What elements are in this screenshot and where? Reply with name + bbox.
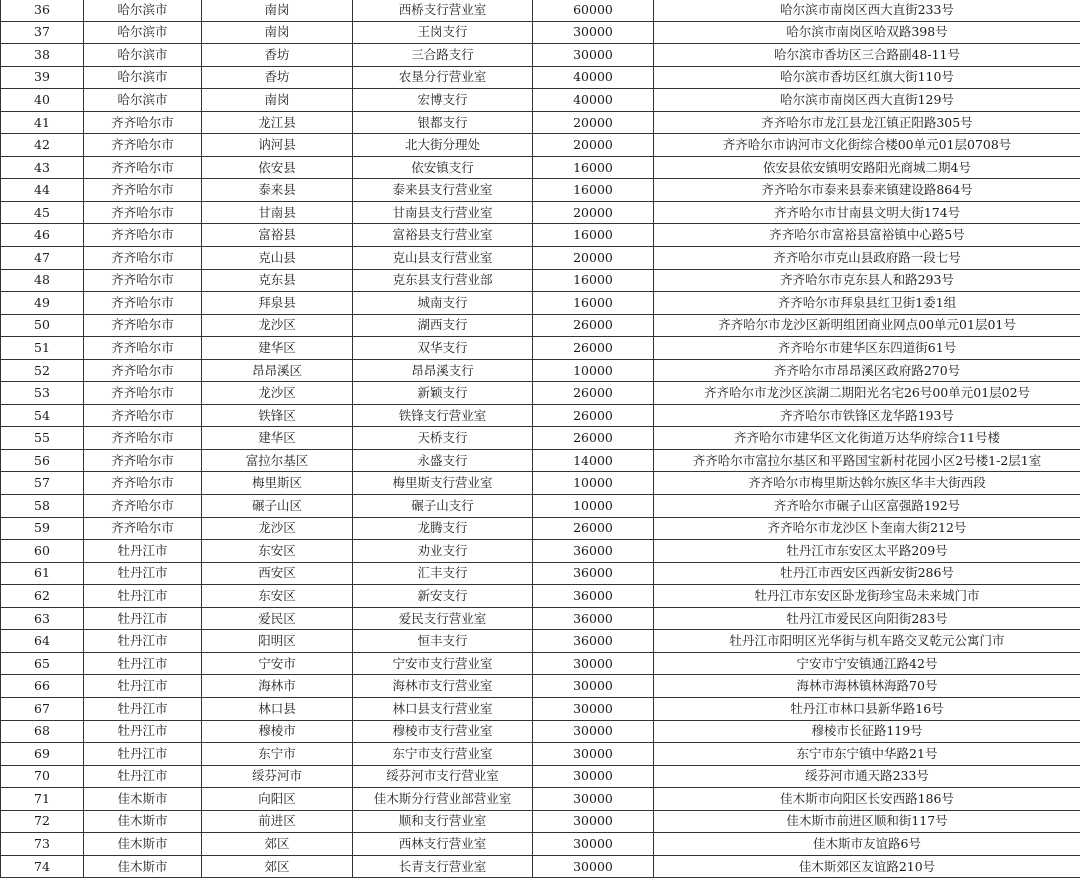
amount-cell: 26000 xyxy=(533,404,654,427)
amount-cell: 30000 xyxy=(533,720,654,743)
district-cell: 林口县 xyxy=(202,697,353,720)
row-index-cell: 59 xyxy=(1,517,84,540)
table-row xyxy=(1,540,1080,563)
row-index-cell: 55 xyxy=(1,427,84,450)
table-row xyxy=(1,788,1080,811)
branch-name-cell: 佳木斯分行营业部营业室 xyxy=(353,788,533,811)
district-cell: 南岗 xyxy=(202,0,353,21)
amount-cell: 30000 xyxy=(533,810,654,833)
amount-cell: 36000 xyxy=(533,540,654,563)
table-row xyxy=(1,156,1080,179)
row-index-cell: 57 xyxy=(1,472,84,495)
amount-cell: 20000 xyxy=(533,247,654,270)
address-cell: 齐齐哈尔市甘南县文明大街174号 xyxy=(654,201,1080,224)
table-row xyxy=(1,855,1080,878)
city-cell: 齐齐哈尔市 xyxy=(84,359,202,382)
district-cell: 建华区 xyxy=(202,337,353,360)
amount-cell: 20000 xyxy=(533,201,654,224)
row-index-cell: 61 xyxy=(1,562,84,585)
district-cell: 南岗 xyxy=(202,21,353,44)
address-cell: 齐齐哈尔市铁锋区龙华路193号 xyxy=(654,404,1080,427)
table-row xyxy=(1,269,1080,292)
table-row xyxy=(1,111,1080,134)
branch-name-cell: 依安镇支行 xyxy=(353,156,533,179)
city-cell: 牡丹江市 xyxy=(84,585,202,608)
address-cell: 齐齐哈尔市富裕县富裕镇中心路5号 xyxy=(654,224,1080,247)
address-cell: 佳木斯市友谊路6号 xyxy=(654,833,1080,856)
district-cell: 富裕县 xyxy=(202,224,353,247)
table-row xyxy=(1,765,1080,788)
branch-name-cell: 天桥支行 xyxy=(353,427,533,450)
address-cell: 牡丹江市林口县新华路16号 xyxy=(654,697,1080,720)
address-cell: 宁安市宁安镇通江路42号 xyxy=(654,652,1080,675)
district-cell: 依安县 xyxy=(202,156,353,179)
address-cell: 哈尔滨市香坊区红旗大街110号 xyxy=(654,66,1080,89)
address-cell: 齐齐哈尔市克东县人和路293号 xyxy=(654,269,1080,292)
table-row xyxy=(1,44,1080,67)
district-cell: 东安区 xyxy=(202,585,353,608)
amount-cell: 16000 xyxy=(533,156,654,179)
row-index-cell: 40 xyxy=(1,89,84,112)
address-cell: 哈尔滨市南岗区西大直街129号 xyxy=(654,89,1080,112)
branch-name-cell: 新安支行 xyxy=(353,585,533,608)
row-index-cell: 67 xyxy=(1,697,84,720)
city-cell: 齐齐哈尔市 xyxy=(84,495,202,518)
district-cell: 前进区 xyxy=(202,810,353,833)
row-index-cell: 72 xyxy=(1,810,84,833)
amount-cell: 26000 xyxy=(533,382,654,405)
branch-name-cell: 绥芬河市支行营业室 xyxy=(353,765,533,788)
amount-cell: 30000 xyxy=(533,652,654,675)
table-row xyxy=(1,810,1080,833)
district-cell: 碾子山区 xyxy=(202,495,353,518)
branch-name-cell: 农垦分行营业室 xyxy=(353,66,533,89)
amount-cell: 30000 xyxy=(533,697,654,720)
table-row xyxy=(1,585,1080,608)
row-index-cell: 64 xyxy=(1,630,84,653)
district-cell: 东安区 xyxy=(202,540,353,563)
address-cell: 东宁市东宁镇中华路21号 xyxy=(654,743,1080,766)
district-cell: 克山县 xyxy=(202,247,353,270)
address-cell: 牡丹江市东安区太平路209号 xyxy=(654,540,1080,563)
district-cell: 龙沙区 xyxy=(202,314,353,337)
city-cell: 哈尔滨市 xyxy=(84,89,202,112)
table-row xyxy=(1,359,1080,382)
city-cell: 齐齐哈尔市 xyxy=(84,156,202,179)
branch-name-cell: 昂昂溪支行 xyxy=(353,359,533,382)
row-index-cell: 65 xyxy=(1,652,84,675)
amount-cell: 20000 xyxy=(533,134,654,157)
amount-cell: 26000 xyxy=(533,517,654,540)
district-cell: 龙沙区 xyxy=(202,382,353,405)
city-cell: 齐齐哈尔市 xyxy=(84,517,202,540)
amount-cell: 16000 xyxy=(533,179,654,202)
city-cell: 牡丹江市 xyxy=(84,765,202,788)
branch-name-cell: 城南支行 xyxy=(353,292,533,315)
row-index-cell: 53 xyxy=(1,382,84,405)
branch-name-cell: 西桥支行营业室 xyxy=(353,0,533,21)
row-index-cell: 42 xyxy=(1,134,84,157)
table-row xyxy=(1,607,1080,630)
amount-cell: 36000 xyxy=(533,607,654,630)
address-cell: 齐齐哈尔市龙沙区滨湖二期阳光名宅26号00单元01层02号 xyxy=(654,382,1080,405)
row-index-cell: 54 xyxy=(1,404,84,427)
table-row xyxy=(1,292,1080,315)
amount-cell: 36000 xyxy=(533,562,654,585)
branch-name-cell: 龙腾支行 xyxy=(353,517,533,540)
row-index-cell: 63 xyxy=(1,607,84,630)
table-row xyxy=(1,697,1080,720)
branch-name-cell: 海林市支行营业室 xyxy=(353,675,533,698)
row-index-cell: 60 xyxy=(1,540,84,563)
city-cell: 牡丹江市 xyxy=(84,607,202,630)
row-index-cell: 73 xyxy=(1,833,84,856)
address-cell: 绥芬河市通天路233号 xyxy=(654,765,1080,788)
branch-name-cell: 西林支行营业室 xyxy=(353,833,533,856)
row-index-cell: 74 xyxy=(1,855,84,878)
district-cell: 富拉尔基区 xyxy=(202,449,353,472)
address-cell: 哈尔滨市南岗区哈双路398号 xyxy=(654,21,1080,44)
city-cell: 哈尔滨市 xyxy=(84,21,202,44)
city-cell: 齐齐哈尔市 xyxy=(84,382,202,405)
city-cell: 齐齐哈尔市 xyxy=(84,427,202,450)
district-cell: 龙沙区 xyxy=(202,517,353,540)
district-cell: 穆棱市 xyxy=(202,720,353,743)
row-index-cell: 43 xyxy=(1,156,84,179)
amount-cell: 26000 xyxy=(533,314,654,337)
table-row xyxy=(1,675,1080,698)
row-index-cell: 69 xyxy=(1,743,84,766)
branch-name-cell: 长青支行营业室 xyxy=(353,855,533,878)
city-cell: 齐齐哈尔市 xyxy=(84,337,202,360)
row-index-cell: 39 xyxy=(1,66,84,89)
branch-name-cell: 新颖支行 xyxy=(353,382,533,405)
table-row xyxy=(1,21,1080,44)
address-cell: 齐齐哈尔市建华区东四道街61号 xyxy=(654,337,1080,360)
row-index-cell: 56 xyxy=(1,449,84,472)
amount-cell: 14000 xyxy=(533,449,654,472)
row-index-cell: 41 xyxy=(1,111,84,134)
amount-cell: 10000 xyxy=(533,495,654,518)
branch-name-cell: 劝业支行 xyxy=(353,540,533,563)
table-row xyxy=(1,449,1080,472)
table-row xyxy=(1,247,1080,270)
amount-cell: 30000 xyxy=(533,788,654,811)
city-cell: 牡丹江市 xyxy=(84,743,202,766)
city-cell: 齐齐哈尔市 xyxy=(84,179,202,202)
branch-name-cell: 克东县支行营业部 xyxy=(353,269,533,292)
table-row xyxy=(1,517,1080,540)
row-index-cell: 58 xyxy=(1,495,84,518)
table-row xyxy=(1,472,1080,495)
row-index-cell: 38 xyxy=(1,44,84,67)
city-cell: 哈尔滨市 xyxy=(84,66,202,89)
amount-cell: 30000 xyxy=(533,44,654,67)
district-cell: 泰来县 xyxy=(202,179,353,202)
amount-cell: 10000 xyxy=(533,359,654,382)
amount-cell: 40000 xyxy=(533,89,654,112)
address-cell: 依安县依安镇明安路阳光商城二期4号 xyxy=(654,156,1080,179)
address-cell: 齐齐哈尔市龙沙区卜奎南大街212号 xyxy=(654,517,1080,540)
amount-cell: 36000 xyxy=(533,585,654,608)
district-cell: 香坊 xyxy=(202,44,353,67)
branch-name-cell: 顺和支行营业室 xyxy=(353,810,533,833)
address-cell: 齐齐哈尔市建华区文化街道万达华府综合11号楼 xyxy=(654,427,1080,450)
amount-cell: 30000 xyxy=(533,21,654,44)
address-cell: 牡丹江市阳明区光华街与机车路交叉乾元公寓门市 xyxy=(654,630,1080,653)
row-index-cell: 71 xyxy=(1,788,84,811)
branch-name-cell: 双华支行 xyxy=(353,337,533,360)
address-cell: 齐齐哈尔市拜泉县红卫街1委1组 xyxy=(654,292,1080,315)
address-cell: 齐齐哈尔市泰来县泰来镇建设路864号 xyxy=(654,179,1080,202)
district-cell: 宁安市 xyxy=(202,652,353,675)
city-cell: 佳木斯市 xyxy=(84,788,202,811)
district-cell: 郊区 xyxy=(202,833,353,856)
branch-name-cell: 宁安市支行营业室 xyxy=(353,652,533,675)
table-row xyxy=(1,562,1080,585)
row-index-cell: 51 xyxy=(1,337,84,360)
city-cell: 齐齐哈尔市 xyxy=(84,314,202,337)
address-cell: 佳木斯郊区友谊路210号 xyxy=(654,855,1080,878)
table-row xyxy=(1,833,1080,856)
address-cell: 齐齐哈尔市龙江县龙江镇正阳路305号 xyxy=(654,111,1080,134)
branch-name-cell: 汇丰支行 xyxy=(353,562,533,585)
amount-cell: 60000 xyxy=(533,0,654,21)
city-cell: 齐齐哈尔市 xyxy=(84,269,202,292)
district-cell: 郊区 xyxy=(202,855,353,878)
row-index-cell: 68 xyxy=(1,720,84,743)
branch-name-cell: 北大街分理处 xyxy=(353,134,533,157)
table-row xyxy=(1,382,1080,405)
row-index-cell: 70 xyxy=(1,765,84,788)
city-cell: 齐齐哈尔市 xyxy=(84,404,202,427)
address-cell: 哈尔滨市香坊区三合路副48-11号 xyxy=(654,44,1080,67)
address-cell: 齐齐哈尔市富拉尔基区和平路国宝新村花园小区2号楼1-2层1室 xyxy=(654,449,1080,472)
amount-cell: 40000 xyxy=(533,66,654,89)
district-cell: 向阳区 xyxy=(202,788,353,811)
amount-cell: 30000 xyxy=(533,675,654,698)
row-index-cell: 48 xyxy=(1,269,84,292)
city-cell: 牡丹江市 xyxy=(84,675,202,698)
district-cell: 南岗 xyxy=(202,89,353,112)
branch-name-cell: 永盛支行 xyxy=(353,449,533,472)
district-cell: 爱民区 xyxy=(202,607,353,630)
amount-cell: 30000 xyxy=(533,855,654,878)
address-cell: 齐齐哈尔市昂昂溪区政府路270号 xyxy=(654,359,1080,382)
branch-name-cell: 泰来县支行营业室 xyxy=(353,179,533,202)
address-cell: 牡丹江市西安区西新安街286号 xyxy=(654,562,1080,585)
branch-name-cell: 碾子山支行 xyxy=(353,495,533,518)
address-cell: 海林市海林镇林海路70号 xyxy=(654,675,1080,698)
address-cell: 牡丹江市东安区卧龙街珍宝岛未来城门市 xyxy=(654,585,1080,608)
row-index-cell: 47 xyxy=(1,247,84,270)
branch-table-body xyxy=(1,0,1080,878)
table-row xyxy=(1,495,1080,518)
amount-cell: 26000 xyxy=(533,427,654,450)
city-cell: 齐齐哈尔市 xyxy=(84,472,202,495)
branch-name-cell: 三合路支行 xyxy=(353,44,533,67)
district-cell: 龙江县 xyxy=(202,111,353,134)
district-cell: 讷河县 xyxy=(202,134,353,157)
table-row xyxy=(1,427,1080,450)
address-cell: 佳木斯市向阳区长安西路186号 xyxy=(654,788,1080,811)
district-cell: 拜泉县 xyxy=(202,292,353,315)
branch-name-cell: 克山县支行营业室 xyxy=(353,247,533,270)
address-cell: 齐齐哈尔市龙沙区新明组团商业网点00单元01层01号 xyxy=(654,314,1080,337)
city-cell: 牡丹江市 xyxy=(84,720,202,743)
amount-cell: 36000 xyxy=(533,630,654,653)
address-cell: 佳木斯市前进区顺和街117号 xyxy=(654,810,1080,833)
table-row xyxy=(1,743,1080,766)
address-cell: 穆棱市长征路119号 xyxy=(654,720,1080,743)
row-index-cell: 46 xyxy=(1,224,84,247)
table-row xyxy=(1,0,1080,21)
district-cell: 甘南县 xyxy=(202,201,353,224)
city-cell: 牡丹江市 xyxy=(84,697,202,720)
branch-name-cell: 王岗支行 xyxy=(353,21,533,44)
table-row xyxy=(1,66,1080,89)
amount-cell: 26000 xyxy=(533,337,654,360)
branch-name-cell: 梅里斯支行营业室 xyxy=(353,472,533,495)
branch-name-cell: 富裕县支行营业室 xyxy=(353,224,533,247)
city-cell: 牡丹江市 xyxy=(84,562,202,585)
table-row xyxy=(1,224,1080,247)
district-cell: 海林市 xyxy=(202,675,353,698)
branch-name-cell: 银都支行 xyxy=(353,111,533,134)
amount-cell: 30000 xyxy=(533,765,654,788)
table-row xyxy=(1,337,1080,360)
amount-cell: 30000 xyxy=(533,743,654,766)
amount-cell: 16000 xyxy=(533,269,654,292)
branch-name-cell: 甘南县支行营业室 xyxy=(353,201,533,224)
district-cell: 阳明区 xyxy=(202,630,353,653)
row-index-cell: 36 xyxy=(1,0,84,21)
row-index-cell: 45 xyxy=(1,201,84,224)
address-cell: 哈尔滨市南岗区西大直街233号 xyxy=(654,0,1080,21)
city-cell: 牡丹江市 xyxy=(84,630,202,653)
city-cell: 齐齐哈尔市 xyxy=(84,111,202,134)
table-row xyxy=(1,201,1080,224)
district-cell: 香坊 xyxy=(202,66,353,89)
branch-name-cell: 穆棱市支行营业室 xyxy=(353,720,533,743)
city-cell: 齐齐哈尔市 xyxy=(84,201,202,224)
table-row xyxy=(1,314,1080,337)
branch-name-cell: 东宁市支行营业室 xyxy=(353,743,533,766)
city-cell: 佳木斯市 xyxy=(84,810,202,833)
city-cell: 哈尔滨市 xyxy=(84,44,202,67)
row-index-cell: 66 xyxy=(1,675,84,698)
amount-cell: 20000 xyxy=(533,111,654,134)
address-cell: 牡丹江市爱民区向阳街283号 xyxy=(654,607,1080,630)
branch-name-cell: 恒丰支行 xyxy=(353,630,533,653)
row-index-cell: 52 xyxy=(1,359,84,382)
address-cell: 齐齐哈尔市碾子山区富强路192号 xyxy=(654,495,1080,518)
row-index-cell: 44 xyxy=(1,179,84,202)
address-cell: 齐齐哈尔市讷河市文化街综合楼00单元01层0708号 xyxy=(654,134,1080,157)
district-cell: 铁锋区 xyxy=(202,404,353,427)
table-row xyxy=(1,404,1080,427)
city-cell: 齐齐哈尔市 xyxy=(84,134,202,157)
amount-cell: 16000 xyxy=(533,224,654,247)
city-cell: 佳木斯市 xyxy=(84,855,202,878)
address-cell: 齐齐哈尔市梅里斯达斡尔族区华丰大街西段 xyxy=(654,472,1080,495)
table-row xyxy=(1,720,1080,743)
city-cell: 哈尔滨市 xyxy=(84,0,202,21)
district-cell: 梅里斯区 xyxy=(202,472,353,495)
city-cell: 牡丹江市 xyxy=(84,540,202,563)
branch-name-cell: 宏博支行 xyxy=(353,89,533,112)
city-cell: 齐齐哈尔市 xyxy=(84,247,202,270)
branch-name-cell: 湖西支行 xyxy=(353,314,533,337)
district-cell: 西安区 xyxy=(202,562,353,585)
city-cell: 佳木斯市 xyxy=(84,833,202,856)
row-index-cell: 62 xyxy=(1,585,84,608)
table-row xyxy=(1,630,1080,653)
district-cell: 绥芬河市 xyxy=(202,765,353,788)
table-row xyxy=(1,134,1080,157)
amount-cell: 16000 xyxy=(533,292,654,315)
city-cell: 齐齐哈尔市 xyxy=(84,224,202,247)
district-cell: 东宁市 xyxy=(202,743,353,766)
table-row xyxy=(1,89,1080,112)
district-cell: 建华区 xyxy=(202,427,353,450)
branch-name-cell: 铁锋支行营业室 xyxy=(353,404,533,427)
table-row xyxy=(1,179,1080,202)
table-row xyxy=(1,652,1080,675)
city-cell: 牡丹江市 xyxy=(84,652,202,675)
amount-cell: 30000 xyxy=(533,833,654,856)
branch-name-cell: 爱民支行营业室 xyxy=(353,607,533,630)
amount-cell: 10000 xyxy=(533,472,654,495)
city-cell: 齐齐哈尔市 xyxy=(84,292,202,315)
district-cell: 克东县 xyxy=(202,269,353,292)
row-index-cell: 49 xyxy=(1,292,84,315)
row-index-cell: 50 xyxy=(1,314,84,337)
city-cell: 齐齐哈尔市 xyxy=(84,449,202,472)
branch-name-cell: 林口县支行营业室 xyxy=(353,697,533,720)
district-cell: 昂昂溪区 xyxy=(202,359,353,382)
row-index-cell: 37 xyxy=(1,21,84,44)
address-cell: 齐齐哈尔市克山县政府路一段七号 xyxy=(654,247,1080,270)
